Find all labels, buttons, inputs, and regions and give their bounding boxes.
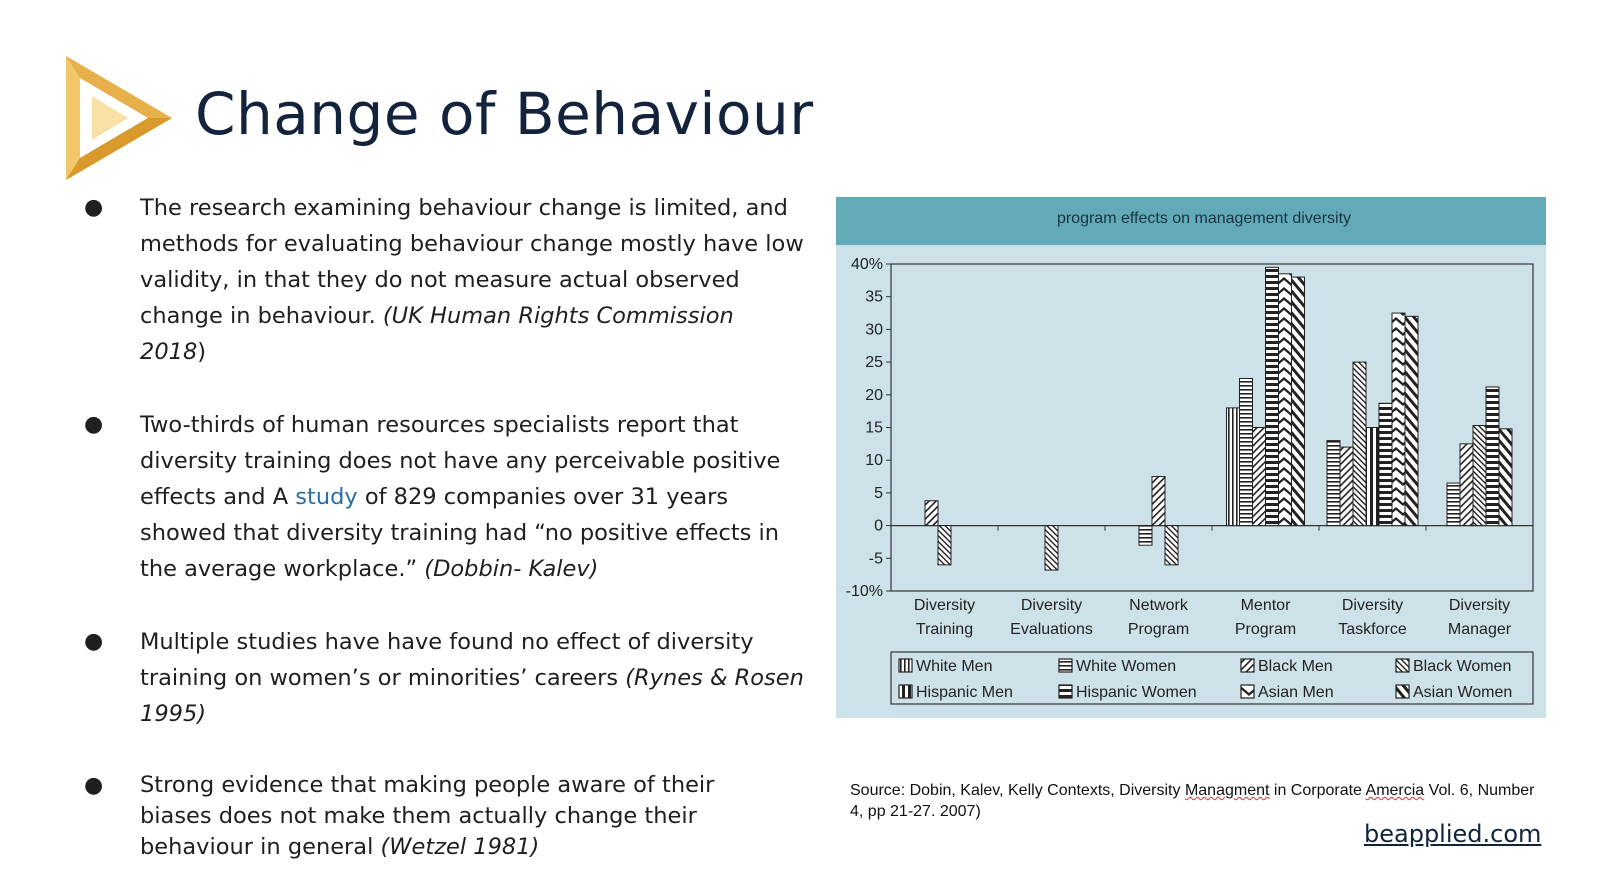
- x-tick-label: Network: [1129, 597, 1188, 614]
- legend-swatch: [1059, 685, 1072, 698]
- bar-asian-men: [1392, 313, 1405, 526]
- legend-swatch: [1396, 659, 1409, 672]
- chart-background: [836, 197, 1546, 718]
- bar-white-women: [1447, 483, 1460, 526]
- bullet-dot: ●: [84, 195, 104, 220]
- bullet-3-text: Multiple studies have have found no effect of diversity training on women’s or minorities’ careers: [140, 629, 754, 691]
- bar-black-men: [1340, 447, 1353, 525]
- bar-asian-women: [1292, 277, 1305, 526]
- source-word-managment: Managment: [1184, 782, 1270, 799]
- legend-swatch: [1396, 685, 1409, 698]
- bar-black-men: [1152, 477, 1165, 526]
- legend-label: Black Women: [1413, 658, 1512, 675]
- legend-label: Asian Women: [1413, 684, 1513, 701]
- bullet-3: [84, 624, 805, 732]
- legend-label: White Men: [916, 658, 993, 675]
- bullet-4-citation: (Wetzel 1981): [380, 834, 540, 860]
- bullet-1-text: The research examining behaviour change is limited, and methods for evaluating behaviour change mostly have low validity, in that they do not measure actual observed change in behaviour.: [140, 195, 804, 329]
- bar-asian-women: [1499, 429, 1512, 526]
- bullet-dot: ●: [84, 412, 104, 437]
- legend-label: Asian Men: [1258, 684, 1334, 701]
- legend-swatch: [1241, 659, 1254, 672]
- bullet-2: [84, 407, 805, 587]
- x-tick-label: Taskforce: [1338, 621, 1407, 638]
- bar-white-women: [1139, 526, 1152, 546]
- legend-label: White Women: [1076, 658, 1177, 675]
- y-tick-label: 35: [865, 288, 883, 306]
- bullet-4-text: Strong evidence that making people aware of their biases does not make them actually change their behaviour in general: [140, 772, 715, 860]
- legend-label: Hispanic Women: [1076, 684, 1197, 701]
- bar-black-men: [925, 501, 938, 526]
- bullet-4: [84, 770, 780, 863]
- x-tick-label: Diversity: [1341, 597, 1404, 614]
- y-tick-label: 5: [874, 484, 883, 502]
- x-tick-label: Program: [1234, 621, 1297, 638]
- bar-black-men: [1253, 428, 1266, 526]
- bullet-3-citation: (Rynes & Rosen 1995): [140, 665, 804, 727]
- bar-black-women: [1473, 426, 1486, 526]
- y-tick-label: 40%: [850, 256, 883, 273]
- site-link[interactable]: beapplied.com: [1364, 820, 1542, 848]
- bar-white-men: [1227, 408, 1240, 526]
- bar-black-women: [1353, 362, 1366, 525]
- legend-swatch: [1059, 659, 1072, 672]
- bullet-2-citation: (Dobbin- Kalev): [424, 556, 599, 582]
- bullet-2-text-before: Two-thirds of human resources specialists report that diversity training does not have any perceivable positive effects and A: [140, 412, 781, 510]
- x-tick-label: Manager: [1447, 621, 1512, 638]
- y-tick-label: 0: [874, 517, 883, 535]
- x-tick-label: Mentor: [1240, 597, 1291, 614]
- bar-black-women: [1165, 526, 1178, 565]
- bullet-dot: ●: [84, 629, 104, 654]
- x-tick-label: Diversity: [913, 597, 976, 614]
- x-tick-label: Diversity: [1448, 597, 1511, 614]
- bar-hispanic-men: [1366, 428, 1379, 526]
- legend-label: Hispanic Men: [916, 684, 1013, 701]
- y-tick-label: 10: [865, 452, 883, 470]
- bar-hispanic-women: [1486, 387, 1499, 526]
- y-tick-label: 30: [865, 321, 883, 339]
- source-citation: [850, 780, 1550, 822]
- x-tick-label: Training: [915, 621, 974, 638]
- source-suffix: Vol. 6, Number 4, pp 21-27. 2007): [850, 782, 1535, 820]
- bar-asian-women: [1405, 316, 1418, 525]
- bar-white-women: [1327, 441, 1340, 526]
- source-middle: in Corporate: [1269, 782, 1366, 799]
- source-word-amercia: Amercia: [1365, 782, 1425, 799]
- chart-title: program effects on management diversity: [1056, 210, 1352, 227]
- bar-white-women: [1240, 378, 1253, 525]
- bar-black-women: [1045, 526, 1058, 570]
- y-tick-label: 25: [865, 354, 883, 372]
- bar-black-women: [938, 526, 951, 565]
- bar-hispanic-women: [1379, 403, 1392, 525]
- bullet-dot: ●: [84, 773, 104, 798]
- bullet-1-citation: (UK Human Rights Commission 2018: [140, 303, 734, 365]
- study-link[interactable]: study: [295, 484, 358, 510]
- bullet-1: [84, 190, 805, 370]
- legend-swatch: [899, 685, 912, 698]
- program-effects-chart: [836, 197, 1546, 718]
- bullet-2-text-after: of 829 companies over 31 years showed that diversity training had “no positive effects in the average workplace.”: [140, 484, 780, 582]
- y-tick-label: 20: [865, 386, 883, 404]
- source-prefix: Source: Dobin, Kalev, Kelly Contexts, Diversity: [850, 782, 1185, 799]
- legend-swatch: [899, 659, 912, 672]
- bar-hispanic-women: [1266, 267, 1279, 525]
- slide-title: Change of Behaviour: [195, 80, 814, 148]
- y-tick-label: -5: [868, 550, 883, 568]
- y-tick-label: -10%: [845, 583, 883, 600]
- bullet-1-tail: ): [197, 339, 207, 365]
- bar-asian-men: [1279, 274, 1292, 526]
- bar-black-men: [1460, 444, 1473, 526]
- legend-swatch: [1241, 685, 1254, 698]
- applied-logo: [62, 52, 178, 184]
- x-tick-label: Program: [1127, 621, 1190, 638]
- x-tick-label: Evaluations: [1010, 621, 1093, 638]
- y-tick-label: 15: [865, 419, 883, 437]
- x-tick-label: Diversity: [1020, 597, 1083, 614]
- legend-label: Black Men: [1258, 658, 1333, 675]
